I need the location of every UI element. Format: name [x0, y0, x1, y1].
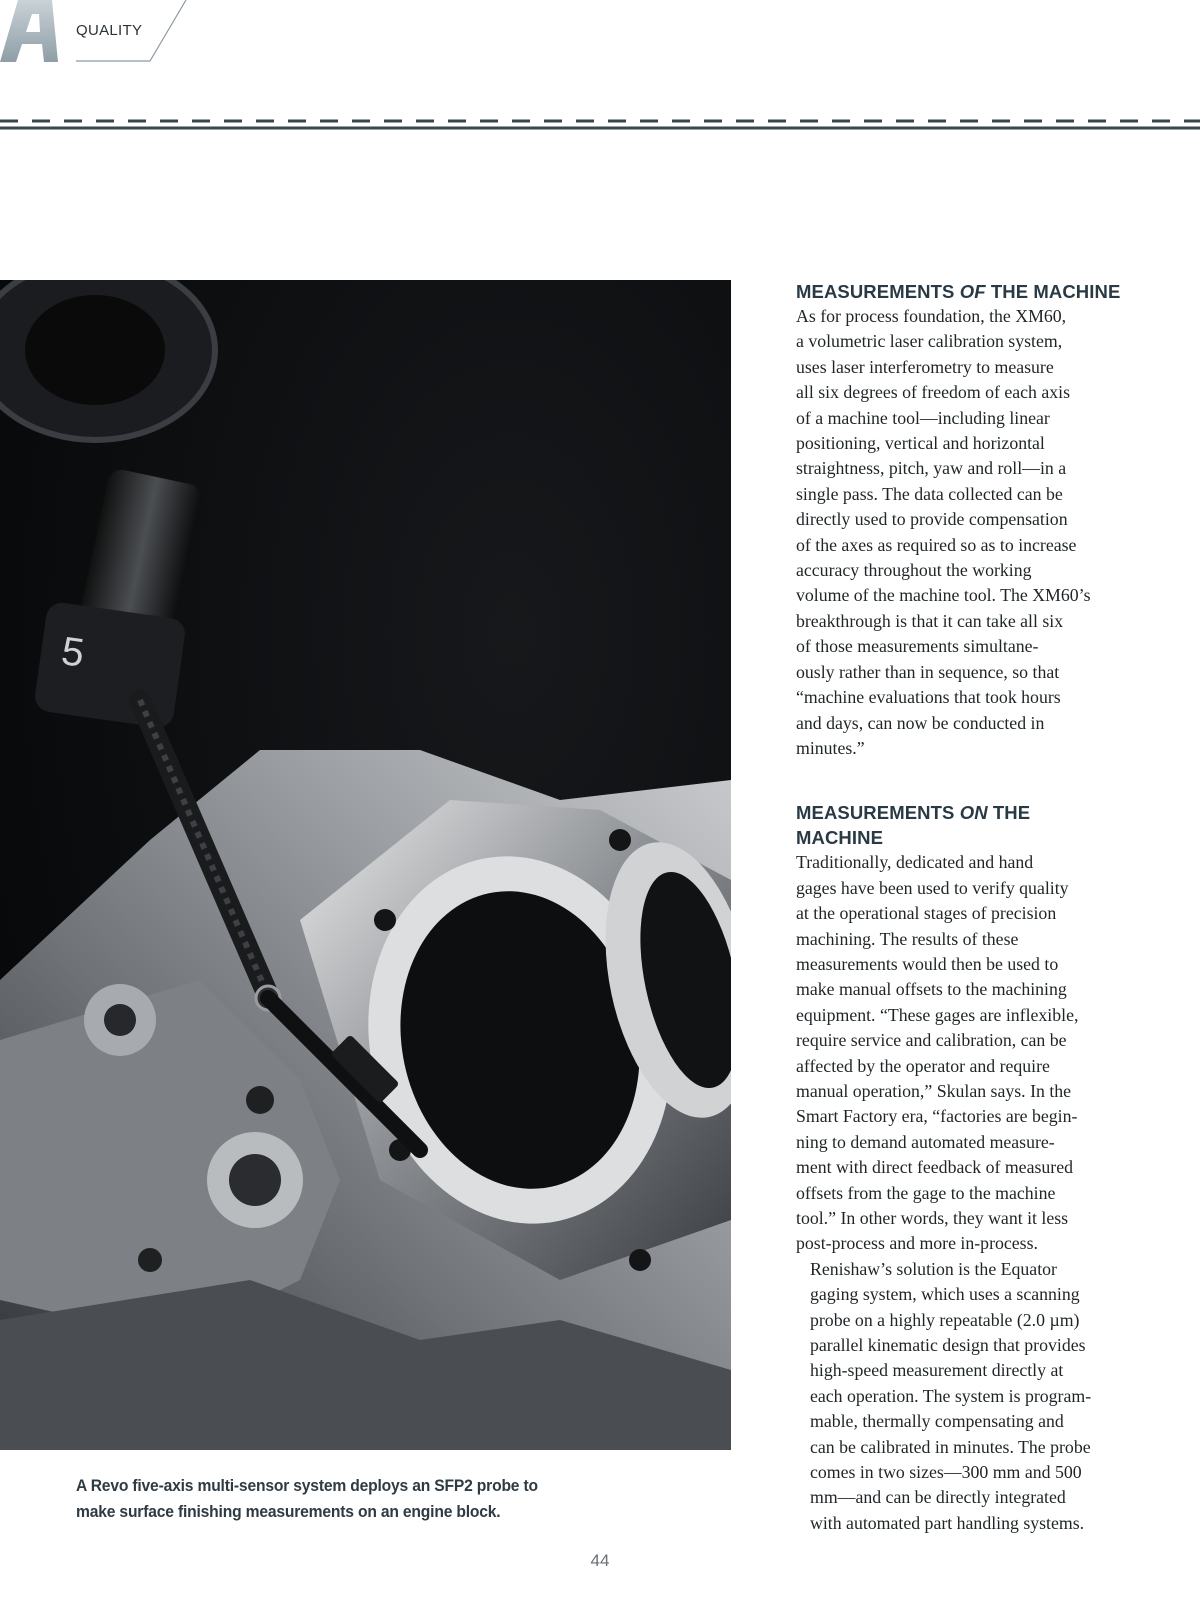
- text-line: breakthrough is that it can take all six: [796, 610, 1064, 631]
- section2-paragraph-1: [796, 850, 1156, 1257]
- section2-paragraph-2: [796, 1257, 1156, 1536]
- section-heading-of-the-machine: MEASUREMENTS OF THE MACHINE: [796, 281, 1121, 302]
- text-line: machining. The results of these: [796, 928, 1019, 949]
- text-line: post-process and more in-process.: [796, 1233, 1038, 1254]
- text-line: accuracy throughout the working: [796, 560, 1032, 581]
- text-line: equipment. “These gages are inflexible,: [796, 1004, 1079, 1025]
- text-line: manual operation,” Skulan says. In the: [796, 1080, 1072, 1101]
- text-line: of those measurements simultane-: [796, 636, 1039, 657]
- text-line: mable, thermally compensating and: [810, 1411, 1064, 1432]
- text-line: a volumetric laser calibration system,: [796, 331, 1063, 352]
- text-line: all six degrees of freedom of each axis: [796, 382, 1071, 403]
- photo-caption: [76, 1473, 554, 1525]
- text-line: As for process foundation, the XM60,: [796, 306, 1067, 326]
- text-line: ning to demand automated measure-: [796, 1131, 1055, 1152]
- section-label: QUALITY: [76, 22, 143, 39]
- text-line: single pass. The data collected can be: [796, 483, 1063, 504]
- text-line: at the operational stages of precision: [796, 903, 1057, 924]
- text-line: “machine evaluations that took hours: [796, 687, 1061, 708]
- text-line: directly used to provide compensation: [796, 509, 1068, 530]
- text-line: measurements would then be used to: [796, 953, 1059, 974]
- engine-block-photo: [0, 280, 731, 1450]
- text-line: of a machine tool—including linear: [796, 407, 1050, 428]
- text-line: mm—and can be directly integrated: [810, 1487, 1066, 1508]
- text-line: make manual offsets to the machining: [796, 979, 1067, 1000]
- text-line: ously rather than in sequence, so that: [796, 661, 1060, 682]
- article-column: [796, 279, 1156, 1536]
- section-heading-on-the-machine: MEASUREMENTS ON THE MACHINE: [796, 802, 1031, 849]
- text-line: offsets from the gage to the machine: [796, 1182, 1056, 1203]
- text-line: probe on a highly repeatable (2.0 µm): [810, 1309, 1080, 1330]
- text-line: each operation. The system is program-: [810, 1385, 1092, 1406]
- dashed-rule-divider: [0, 118, 1200, 132]
- text-line: of the axes as required so as to increase: [796, 534, 1077, 555]
- text-line: Smart Factory era, “factories are begin-: [796, 1106, 1078, 1127]
- text-line: straightness, pitch, yaw and roll—in a: [796, 458, 1067, 479]
- section1-paragraph: [796, 304, 1156, 761]
- text-line: gaging system, which uses a scanning: [810, 1284, 1080, 1305]
- text-line: Renishaw’s solution is the Equator: [810, 1258, 1057, 1279]
- text-line: comes in two sizes—300 mm and 500: [810, 1462, 1082, 1483]
- text-line: can be calibrated in minutes. The probe: [810, 1436, 1091, 1457]
- text-line: affected by the operator and require: [796, 1055, 1050, 1076]
- text-line: minutes.”: [796, 737, 865, 758]
- text-line: ment with direct feedback of measured: [796, 1157, 1073, 1178]
- caption-line-1: A Revo five-axis multi-sensor system deploys an SFP2 probe to: [76, 1476, 538, 1495]
- caption-line-2: make surface finishing measurements on an engine block.: [76, 1502, 501, 1521]
- text-line: require service and calibration, can be: [796, 1030, 1067, 1051]
- page-number: 44: [590, 1551, 610, 1570]
- text-line: positioning, vertical and horizontal: [796, 433, 1045, 454]
- engine-probe-illustration: [0, 280, 731, 1450]
- text-line: with automated part handling systems.: [810, 1512, 1085, 1533]
- text-line: gages have been used to verify quality: [796, 877, 1069, 898]
- text-line: uses laser interferometry to measure: [796, 356, 1054, 377]
- text-line: high-speed measurement directly at: [810, 1360, 1064, 1381]
- text-line: and days, can now be conducted in: [796, 712, 1045, 733]
- text-line: volume of the machine tool. The XM60’s: [796, 585, 1091, 606]
- text-line: Traditionally, dedicated and hand: [796, 852, 1034, 873]
- text-line: tool.” In other words, they want it less: [796, 1208, 1069, 1228]
- text-line: parallel kinematic design that provides: [810, 1335, 1086, 1356]
- svg-text:5: 5: [58, 629, 87, 676]
